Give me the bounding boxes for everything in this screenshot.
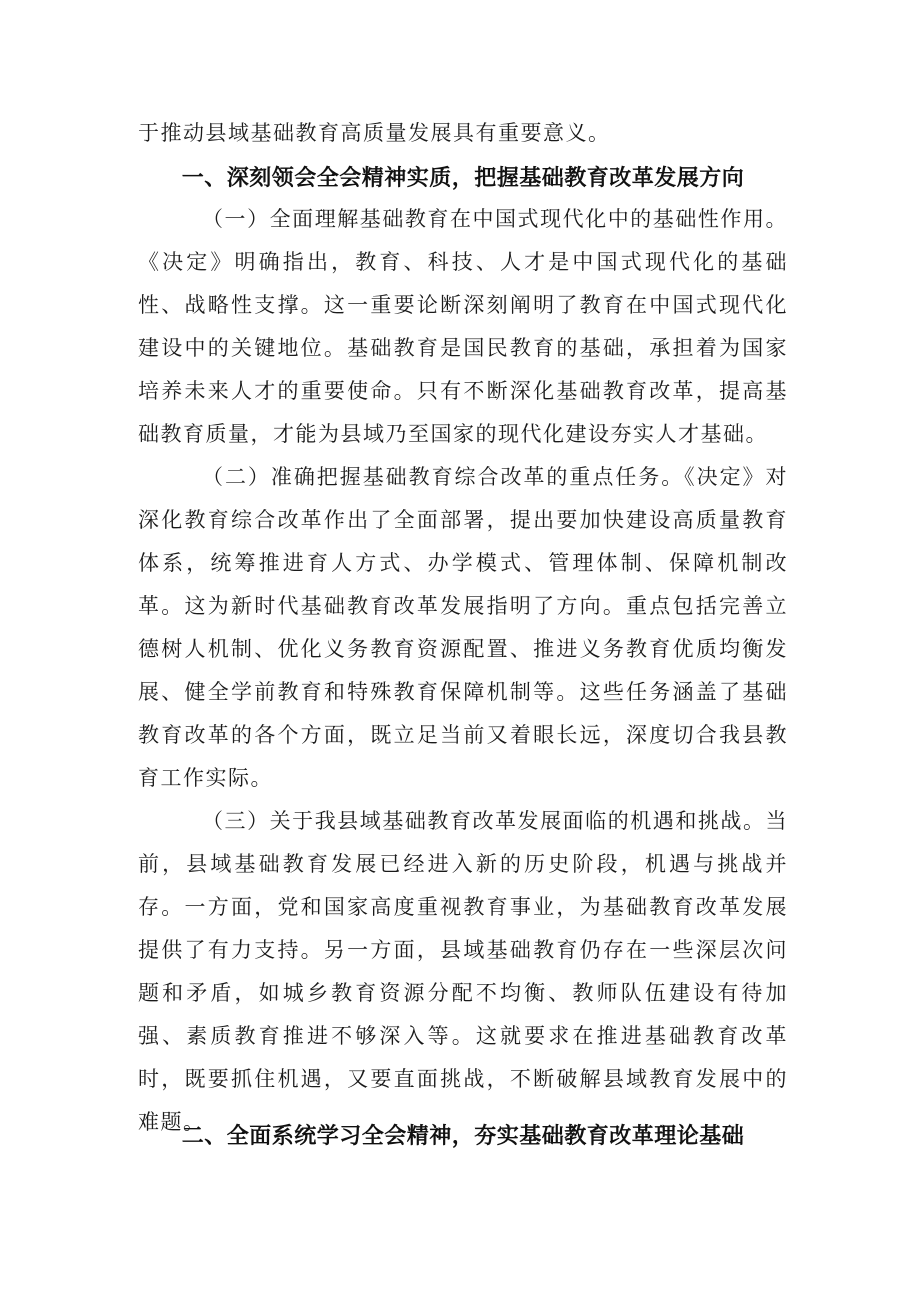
opening-line: 于推动县域基础教育高质量发展具有重要意义。 — [138, 121, 611, 145]
paragraph-3: （三）关于我县域基础教育改革发展面临的机遇和挑战。当前，县域基础教育发展已经进入新的历史阶段，机遇与挑战并存。一方面，党和国家高度重视教育事业，为基础教育改革发展提供了有力支持。另一方面，县域基础教育仍存在一些深层次问题和矛盾，如城乡教育资源分配不均衡、教师队伍建设有待加强、素质教育推进不够深入等。这就要求在推进基础教育改革时，既要抓住机遇，又要直面挑战，不断破解县域教育发展中的难题。 — [138, 809, 788, 1134]
section-1-body — [138, 198, 788, 1144]
paragraph-1: （一）全面理解基础教育在中国式现代化中的基础性作用。《决定》明确指出，教育、科技、人才是中国式现代化的基础性、战略性支撑。这一重要论断深刻阐明了教育在中国式现代化建设中的关键地位。基础教育是国民教育的基础，承担着为国家培养未来人才的重要使命。只有不断深化基础教育改革，提高基础教育质量，才能为县域乃至国家的现代化建设夯实人才基础。 — [138, 207, 788, 446]
paragraph-2: （二）准确把握基础教育综合改革的重点任务。《决定》对深化教育综合改革作出了全面部署，提出要加快建设高质量教育体系，统筹推进育人方式、办学模式、管理体制、保障机制改革。这为新时代基础教育改革发展指明了方向。重点包括完善立德树人机制、优化义务教育资源配置、推进义务教育优质均衡发展、健全学前教育和特殊教育保障机制等。这些任务涵盖了基础教育改革的各个方面，既立足当前又着眼长远，深度切合我县教育工作实际。 — [138, 465, 788, 790]
section-2-heading: 二、全面系统学习全会精神，夯实基础教育改革理论基础 — [181, 1124, 745, 1149]
section-1-heading: 一、深刻领会全会精神实质，把握基础教育改革发展方向 — [181, 166, 745, 191]
opening-text — [138, 112, 788, 155]
